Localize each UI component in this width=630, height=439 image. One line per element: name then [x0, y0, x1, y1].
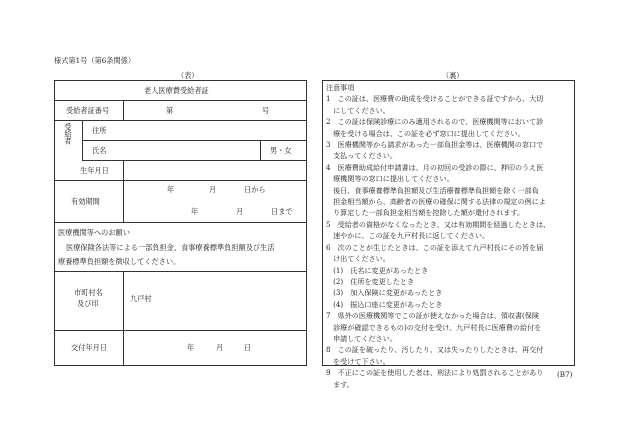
name-label: 氏名 [92, 146, 107, 155]
note-line: 2 この証は保険診療にのみ適用されるので、医療機関等において診 [326, 117, 544, 127]
divider [123, 271, 124, 366]
form-number: 様式第1号（第6条関係） [54, 56, 136, 65]
note-line: 5 受給者の資格がなくなったとき、又は有効期間を経過したときは、 [326, 219, 551, 229]
recipient-no-suffix: 号 [262, 106, 270, 115]
issue-date-month: 月 [216, 343, 224, 352]
note-line: 申請してください。 [326, 333, 397, 343]
page-code: (B7) [557, 370, 573, 379]
notes-section [326, 82, 573, 390]
gender-options: 男・女 [270, 146, 292, 155]
birthdate-label: 生年月日 [80, 166, 109, 175]
note-line: (4) 振込口座に変更があったとき [326, 299, 443, 309]
divider [54, 100, 307, 101]
validity-label: 有効期間 [71, 197, 100, 206]
recipient-no-prefix: 第 [166, 106, 174, 115]
validity-to-year: 年 [191, 207, 199, 216]
recipient-no-label: 受給者証番号 [66, 106, 110, 115]
issue-date-day: 日 [244, 343, 252, 352]
municipality-label-line-2: 及び印 [77, 299, 99, 308]
note-line: 8 この証を破ったり、汚したり、又は失ったりしたときは、再交付 [326, 345, 544, 355]
note-line: (2) 住所を変更したとき [326, 276, 415, 286]
notes-list [326, 93, 573, 390]
note-line: 診療が確認できるもの)の交付を受け、九戸村長に医療費の給付を [326, 322, 542, 332]
note-line: を受けて下さい。 [326, 356, 390, 366]
validity-from-day: 日から [244, 185, 266, 194]
note-line: 6 次のことが生じたときは、この証を添えて九戸村長にその旨を届 [326, 242, 544, 252]
notes-title: 注意事項 [326, 83, 355, 92]
divider [123, 160, 124, 222]
request-title: 医療機関等へのお願い [58, 228, 130, 237]
divider [54, 120, 307, 121]
divider [54, 222, 307, 223]
issue-date-label: 交付年月日 [71, 343, 107, 352]
divider [82, 160, 307, 161]
note-line: 9 不正にこの証を使用した者は、刑法により処罰されることがあり [326, 368, 544, 378]
divider [54, 330, 307, 331]
card-title: 老人医療費受給者証 [144, 86, 209, 95]
note-line: け出てください。 [326, 254, 390, 264]
note-line: 後日、食事療養標準負担額及び生活療養標準負担額を除く一部負 [326, 185, 539, 195]
front-side-label: （表） [177, 71, 199, 80]
note-line: にしてください。 [326, 105, 390, 115]
note-line: り算定した一部負担金相当額を控除した額が還付されます。 [326, 208, 525, 218]
note-line: 1 この証は、医療費の助成を受けることができる証ですから、大切 [326, 94, 544, 104]
divider [123, 100, 124, 120]
note-line: 療を受ける場合は、この証を必ず窓口に提出してください。 [326, 128, 525, 138]
front-card [54, 80, 307, 366]
note-line: 支払ってください。 [326, 151, 397, 161]
validity-from-month: 月 [209, 185, 217, 194]
recipient-label: 受給者 [64, 123, 73, 145]
municipality-label-line-1: 市町村名 [74, 288, 103, 297]
back-side-label: （裏） [442, 71, 464, 80]
municipality-value: 九戸村 [130, 294, 152, 303]
note-line: 4 医療費助成給付申請書は、月の初回の受診の際に、押印のうえ医 [326, 162, 544, 172]
note-line: 療機関等の窓口に提出してください。 [326, 174, 454, 184]
validity-to-day: 日まで [271, 207, 293, 216]
validity-to-month: 月 [236, 207, 244, 216]
front-card-border [54, 80, 307, 366]
note-line: 3 医療機関等から請求があった一部負担金等は、医療機関の窓口で [326, 140, 544, 150]
note-line: 7 県外の医療機関等でこの証が使えなかった場合は、領収書(保険 [326, 311, 539, 321]
issue-date-year: 年 [187, 343, 195, 352]
validity-from-year: 年 [167, 185, 175, 194]
note-line: (1) 氏名に変更があったとき [326, 265, 429, 275]
note-line: 担金相当額から、高齢者の医療の確保に関する法律の規定の例によ [326, 197, 546, 207]
divider [260, 140, 261, 160]
divider [82, 120, 83, 160]
note-line: ます。 [326, 379, 354, 389]
divider [54, 271, 307, 272]
divider [54, 180, 307, 181]
note-line: 速やかに、この証を九戸村長に返してください。 [326, 231, 490, 241]
address-label: 住所 [92, 126, 107, 135]
note-line: (3) 加入保険に変更があったとき [326, 288, 443, 298]
request-text-line-1: 医療保険各法等による一部負担金、食事療養標準負担額及び生活 [66, 243, 275, 252]
request-text-line-2: 療養標準負担額を徴収してください。 [58, 257, 181, 266]
divider [82, 140, 307, 141]
